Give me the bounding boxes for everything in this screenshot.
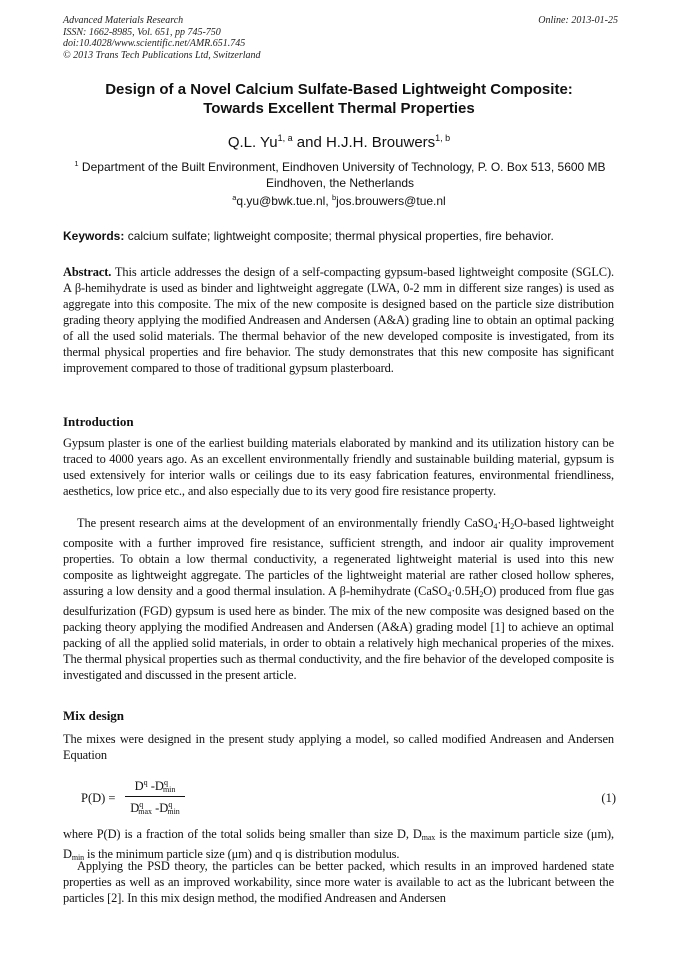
equation-number: (1) <box>601 791 616 805</box>
journal-copyright: © 2013 Trans Tech Publications Ltd, Switzerland <box>63 49 261 61</box>
keywords-label: Keywords: <box>63 229 125 243</box>
journal-name: Advanced Materials Research <box>63 15 184 26</box>
journal-issn: ISSN: 1662-8985, Vol. 651, pp 745-750 <box>63 26 221 38</box>
affiliation-number: 1 <box>74 159 79 168</box>
eq-den-min: min <box>167 807 180 816</box>
abstract <box>63 264 614 376</box>
affiliation-line-2: Eindhoven, the Netherlands <box>265 175 415 190</box>
mix-paragraph-3: Applying the PSD theory, the particles can be better packed, which results in an improved hardened state properties as well as an improved workability, since more water is available to act as the lubricant between the particles [2]. In this mix design method, the modified Andreasen and Andersen <box>63 859 614 905</box>
equation-1 <box>81 778 616 822</box>
mix-p2-sub-max: max <box>421 833 436 842</box>
eq-num-D: D <box>134 779 144 793</box>
mix-p2-text-c: is the minimum particle size (μm) and q is distribution modulus. <box>84 847 400 861</box>
eq-num-q2: q <box>163 778 168 787</box>
author-2-affil: 1, b <box>435 133 451 143</box>
email-list <box>0 193 678 208</box>
intro-p2-text-c: O-based lightweight composite with a further improved fire resistance, sufficient strength, and indoor air quality improvement properties. To obtain a low thermal conductivity, a regenerated lightweight material is used into this new composite as lightweight aggregate. The particles of the lightweight material are rather closed hollow spheres, assuring a low density and a good thermal insulation. A β-hemihydrate (CaSO <box>63 516 614 598</box>
affiliation <box>62 156 618 191</box>
intro-p2-sub-3: 4 <box>447 590 452 599</box>
author-conjunction: and <box>292 134 326 151</box>
mix-design-heading: Mix design <box>63 708 125 723</box>
mix-p2-text-b: is the maximum particle size (μm), D <box>63 827 614 861</box>
intro-p2-sub-1: 4 <box>493 522 498 531</box>
eq-den-minus: -D <box>152 801 169 815</box>
intro-p2-text-a: The present research aims at the development of an environmentally friendly CaSO <box>77 516 494 530</box>
eq-den-max: max <box>138 807 153 816</box>
keywords-text: calcium sulfate; lightweight composite; thermal physical properties, fire behavior. <box>124 229 554 243</box>
eq-den-D: D <box>130 801 140 815</box>
keywords <box>63 229 619 243</box>
affiliation-line-1: Department of the Built Environment, Eindhoven University of Technology, P. O. Box 513, 5600 MB <box>78 160 606 174</box>
author-1-affil: 1, a <box>277 133 293 143</box>
mix-p2-text-a: where P(D) is a fraction of the total solids being smaller than size D, D <box>63 827 422 841</box>
equation-numerator <box>125 778 185 797</box>
intro-p2-text-d: ·0.5H <box>451 584 480 598</box>
mix-p2-sub-min: min <box>71 853 85 862</box>
intro-p2-text-e: O) produced from flue gas desulfurization (FGD) gypsum is used here as binder. The mix of the new composite was designed based on the packing theory applying the modified Andreasen and Andersen (A&A) grading model [1] to achieve an optimal packing of all the applied solid materials, in order to obtain a relatively high mechanical properies of the mixes. The thermal physical properties such as thermal conductivity, and the fire behavior of the developed composite is investigated and discussed in the present article. <box>63 584 615 682</box>
email-2[interactable]: jos.brouwers@tue.nl <box>336 194 446 208</box>
journal-header <box>63 15 618 61</box>
online-date: Online: 2013-01-25 <box>538 15 618 26</box>
intro-p2-text-b: ·H <box>497 516 511 530</box>
email-1[interactable]: q.yu@bwk.tue.nl, <box>236 194 332 208</box>
abstract-text: This article addresses the design of a self-compacting gypsum-based lightweight composite (SGLC). A β-hemihydrate is used as binder and lightweight aggregate (LWA, 0-2 mm in different size ranges) is used as aggregate into this composite. The mix of the new composite is designed based on the particle size distribution grading theory applying the modified Andreasen and Andersen (A&A) grading line to obtain an optimal packing of all the used solid materials. The thermal behavior of the new developed composite is investigated, from its thermal physical properties and fire behavior. The study demonstrates that this new composite has significant improvement compared to those of traditional gypsum plasterboard. <box>63 265 614 375</box>
title-line-1: Design of a Novel Calcium Sulfate-Based Lightweight Composite: <box>105 81 573 98</box>
equation-fraction <box>125 778 185 816</box>
abstract-label: Abstract. <box>63 265 112 279</box>
equation-denominator <box>125 797 185 816</box>
equation-lhs: P(D) = <box>81 791 116 805</box>
paper-title <box>40 80 638 118</box>
intro-paragraph-1: Gypsum plaster is one of the earliest building materials elaborated by mankind and its utilization history can be traced to 4000 years ago. As an excellent environmentally friendly and sustainable building material, gypsum is used extensively for interior walls or ceilings due to its easy fabrication features, environmental friendliness, aesthetics, low price etc., and also especially due to its very good fire resistance property. <box>63 436 614 498</box>
eq-den-q: q <box>139 800 144 809</box>
email-1-marker: a <box>232 193 237 202</box>
journal-doi: doi:10.4028/www.scientific.net/AMR.651.745 <box>63 38 246 49</box>
eq-num-q: q <box>143 778 148 787</box>
eq-num-min: min <box>162 785 176 794</box>
email-2-marker: b <box>331 193 337 202</box>
eq-num-minus: -D <box>147 779 164 793</box>
eq-den-q2: q <box>168 800 173 809</box>
intro-p2-sub-4: 2 <box>479 590 484 599</box>
intro-p2-sub-2: 2 <box>510 522 515 531</box>
author-2: H.J.H. Brouwers <box>325 134 436 151</box>
author-list <box>0 129 678 152</box>
title-line-2: Towards Excellent Thermal Properties <box>203 100 475 117</box>
intro-paragraph-2 <box>63 515 614 683</box>
author-1: Q.L. Yu <box>227 134 278 151</box>
mix-paragraph-1: The mixes were designed in the present study applying a model, so called modified Andreasen and Andersen Equation <box>63 732 614 762</box>
introduction-heading: Introduction <box>63 414 134 429</box>
